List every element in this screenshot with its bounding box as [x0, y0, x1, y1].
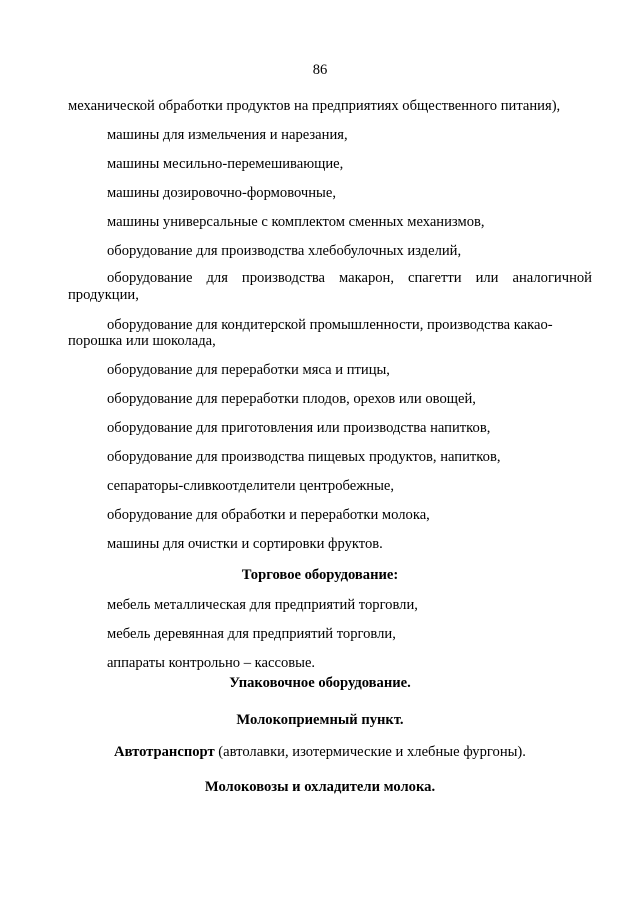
list-item: оборудование для переработки плодов, орехов или овощей, [107, 391, 476, 407]
list-item: оборудование для производства макарон, спагетти или аналогичной [107, 270, 592, 286]
list-item: машины для измельчения и нарезания, [107, 127, 348, 143]
section-heading-milk-trucks: Молоковозы и охладители молока. [204, 779, 436, 795]
page-number: 86 [312, 62, 328, 78]
paragraph-line: механической обработки продуктов на предприятиях общественного питания), [68, 98, 561, 114]
section-heading-milk-receiving-point: Молокоприемный пункт. [236, 712, 404, 728]
list-item: мебель металлическая для предприятий торговли, [107, 597, 418, 613]
list-item: оборудование для производства пищевых продуктов, напитков, [107, 449, 501, 465]
list-item: оборудование для производства хлебобулочных изделий, [107, 243, 462, 259]
list-item: машины универсальные с комплектом сменных механизмов, [107, 214, 485, 230]
transport-description: (автолавки, изотермические и хлебные фургоны). [214, 744, 526, 760]
list-item: мебель деревянная для предприятий торговли, [107, 626, 396, 642]
list-item: оборудование для обработки и переработки молока, [107, 507, 430, 523]
transport-label: Автотранспорт [114, 744, 215, 760]
list-item-continuation: порошка или шоколада, [68, 333, 216, 349]
list-item: оборудование для кондитерской промышленности, производства какао- [107, 317, 553, 333]
list-item: машины для очистки и сортировки фруктов. [107, 536, 383, 552]
list-item: машины дозировочно-формовочные, [107, 185, 336, 201]
section-heading-trade-equipment: Торговое оборудование: [241, 567, 399, 583]
list-item: сепараторы-сливкоотделители центробежные, [107, 478, 395, 494]
list-item-continuation: продукции, [68, 287, 139, 303]
list-item: оборудование для переработки мяса и птицы, [107, 362, 390, 378]
list-item: машины месильно-перемешивающие, [107, 156, 344, 172]
list-item: оборудование для приготовления или производства напитков, [107, 420, 491, 436]
section-heading-packaging-equipment: Упаковочное оборудование. [229, 675, 411, 691]
transport-line [0, 744, 640, 761]
list-item: аппараты контрольно – кассовые. [107, 655, 316, 671]
